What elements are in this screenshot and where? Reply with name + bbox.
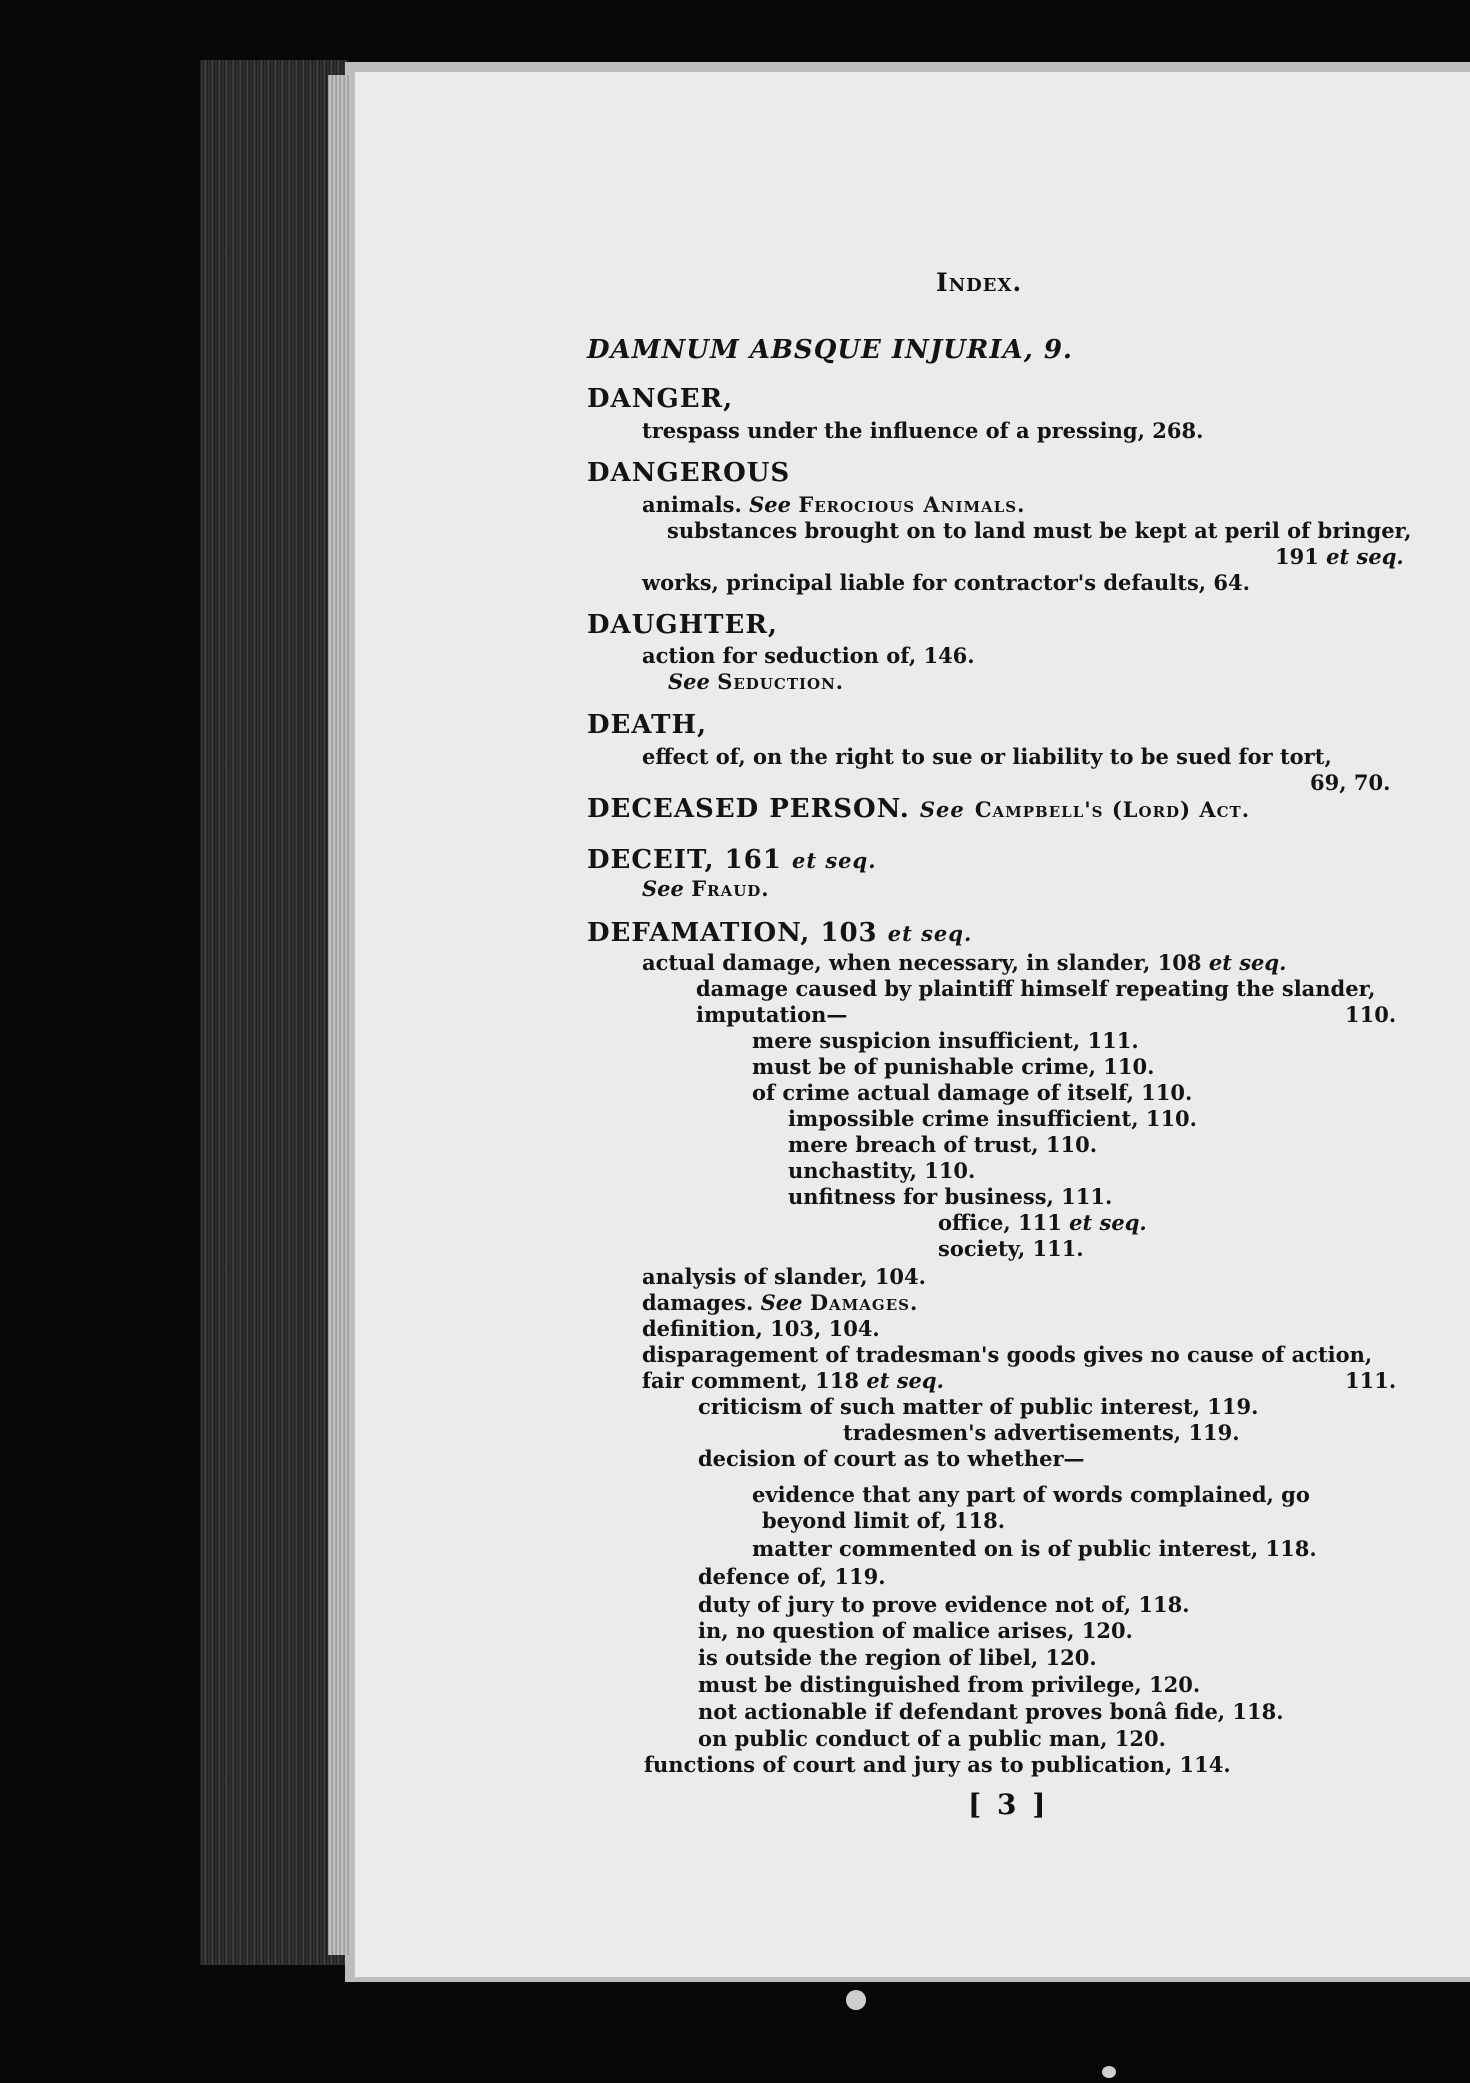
page-reference: 110. <box>1345 1002 1397 1027</box>
entry-line: decision of court as to whether— <box>698 1446 1085 1471</box>
entry-daughter-heading: DAUGHTER, <box>587 610 778 640</box>
entry-death-heading: DEATH, <box>587 710 708 740</box>
text: damages. <box>642 1290 754 1315</box>
text: actual damage, when necessary, in slander, 108 <box>642 950 1202 975</box>
entry-line: not actionable if defendant proves bonâ fide, 118. <box>698 1699 1284 1724</box>
entry-line <box>642 950 1286 976</box>
cross-reference: Campbell's (Lord) Act. <box>974 797 1251 822</box>
text: animals. <box>642 492 742 517</box>
entry-line <box>642 1368 944 1394</box>
page-ref-suffix: et seq. <box>866 1368 944 1393</box>
entry-line <box>938 1210 1147 1236</box>
entry-heading: DECEIT, 161 <box>587 845 782 875</box>
entry-heading: DEFAMATION, 103 <box>587 918 878 948</box>
cross-reference: Fraud. <box>691 876 770 901</box>
entry-line: duty of jury to prove evidence not of, 118. <box>698 1592 1190 1617</box>
entry-line: in, no question of malice arises, 120. <box>698 1618 1133 1643</box>
page-ref-suffix: et seq. <box>887 921 973 946</box>
entry-death-sub: effect of, on the right to sue or liability to be sued for tort, <box>642 744 1332 769</box>
entry-line: must be distinguished from privilege, 120. <box>698 1672 1201 1697</box>
entry-line: criticism of such matter of public interest, 119. <box>698 1394 1259 1419</box>
entry-deceit-see <box>642 876 770 902</box>
entry-dangerous-works: works, principal liable for contractor's defaults, 64. <box>642 570 1250 595</box>
page-reference: 69, 70. <box>1310 770 1391 795</box>
entry-line: impossible crime insufficient, 110. <box>788 1106 1197 1131</box>
entry-daughter-sub: action for seduction of, 146. <box>642 643 975 668</box>
scan-speck <box>846 1990 866 2010</box>
entry-defamation <box>587 920 972 947</box>
cross-reference: Ferocious Animals. <box>798 492 1026 517</box>
entry-damnum: DAMNUM ABSQUE INJURIA, 9. <box>587 335 1073 365</box>
entry-line: functions of court and jury as to publication, 114. <box>644 1752 1231 1777</box>
page-number: [ 3 ] <box>968 1788 1049 1821</box>
page-ref-suffix: et seq. <box>1069 1210 1147 1235</box>
entry-line <box>642 1290 918 1316</box>
page-ref-suffix: et seq. <box>1208 950 1287 975</box>
entry-dangerous-animals <box>642 492 1025 518</box>
entry-line: unchastity, 110. <box>788 1158 976 1183</box>
see-label: See <box>749 492 791 517</box>
scan-speck <box>1102 2066 1116 2078</box>
entry-line: society, 111. <box>938 1236 1084 1261</box>
entry-line: unfitness for business, 111. <box>788 1184 1113 1209</box>
see-label: See <box>642 876 684 901</box>
entry-line: mere suspicion insufficient, 111. <box>752 1028 1139 1053</box>
book-spine-edge <box>328 75 350 1955</box>
entry-line: must be of punishable crime, 110. <box>752 1054 1155 1079</box>
entry-line: analysis of slander, 104. <box>642 1264 926 1289</box>
see-label: See <box>919 797 965 822</box>
text: fair comment, 118 <box>642 1368 860 1393</box>
entry-deceased <box>587 796 1250 823</box>
entry-deceit <box>587 847 877 874</box>
cross-reference: Seduction. <box>717 669 845 694</box>
entry-line: damage caused by plaintiff himself repeating the slander, <box>696 976 1376 1001</box>
entry-line: imputation— <box>696 1002 848 1027</box>
entry-line: of crime actual damage of itself, 110. <box>752 1080 1193 1105</box>
entry-line: is outside the region of libel, 120. <box>698 1645 1097 1670</box>
see-label: See <box>668 669 710 694</box>
entry-daughter-see <box>668 669 844 695</box>
entry-line: defence of, 119. <box>698 1564 886 1589</box>
page-ref-number: 191 <box>1275 544 1319 569</box>
entry-line: on public conduct of a public man, 120. <box>698 1726 1166 1751</box>
see-label: See <box>760 1290 803 1315</box>
page-reference: 111. <box>1345 1368 1397 1393</box>
entry-dangerous-heading: DANGEROUS <box>587 458 791 488</box>
entry-danger-sub: trespass under the influence of a pressing, 268. <box>642 418 1204 443</box>
cross-reference: Damages. <box>809 1290 919 1315</box>
entry-danger-heading: DANGER, <box>587 384 734 414</box>
entry-line: tradesmen's advertisements, 119. <box>843 1420 1240 1445</box>
book-page-edges <box>200 60 348 1965</box>
entry-line: matter commented on is of public interest, 118. <box>752 1536 1317 1561</box>
page-reference <box>1275 544 1404 570</box>
page-ref-suffix: et seq. <box>791 848 877 873</box>
entry-line: definition, 103, 104. <box>642 1316 880 1341</box>
entry-line: beyond limit of, 118. <box>762 1508 1006 1533</box>
entry-line: disparagement of tradesman's goods gives no cause of action, <box>642 1342 1373 1367</box>
text: office, 111 <box>938 1210 1062 1235</box>
entry-dangerous-substances: substances brought on to land must be kept at peril of bringer, <box>667 518 1412 543</box>
entry-line: mere breach of trust, 110. <box>788 1132 1098 1157</box>
entry-line: evidence that any part of words complained, go <box>752 1482 1310 1507</box>
page-title: Index. <box>936 268 1023 297</box>
page-ref-suffix: et seq. <box>1326 544 1404 569</box>
entry-heading: DECEASED PERSON. <box>587 794 910 824</box>
